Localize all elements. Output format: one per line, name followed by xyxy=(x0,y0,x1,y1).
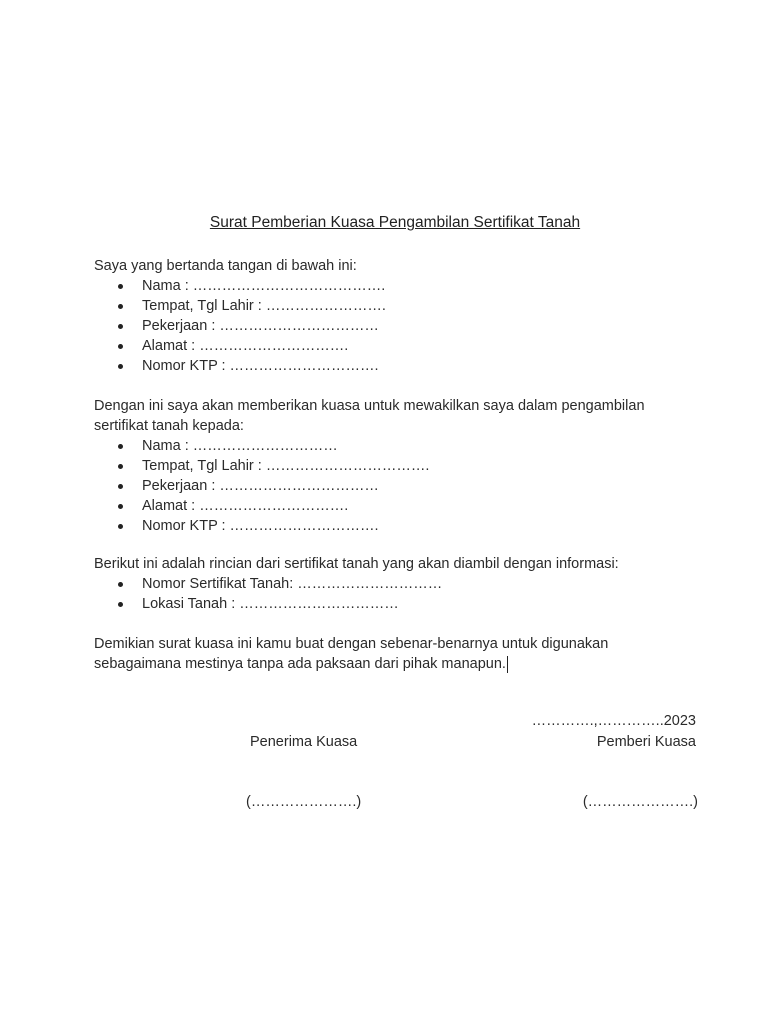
field-text: Nomor Sertifikat Tanah: ………………………… xyxy=(142,576,443,592)
document-title: Surat Pemberian Kuasa Pengambilan Sertifikat Tanah xyxy=(209,214,581,231)
bullet-icon xyxy=(118,324,123,329)
giver-field-job xyxy=(94,316,694,336)
bullet-icon xyxy=(118,444,123,449)
giver-section xyxy=(94,256,694,376)
giver-field-list xyxy=(94,276,694,376)
field-text: Lokasi Tanah : …………………………… xyxy=(142,596,399,612)
recipient-signature-label: Penerima Kuasa xyxy=(250,734,358,750)
giver-field-name xyxy=(94,276,694,296)
closing-paragraph[interactable] xyxy=(94,634,694,674)
giver-field-address xyxy=(94,336,694,356)
recipient-field-address xyxy=(94,496,694,516)
giver-signature-label: Pemberi Kuasa xyxy=(596,734,696,750)
text-cursor xyxy=(507,656,508,673)
field-text: Nomor KTP : …………………………. xyxy=(142,518,379,534)
certificate-field-list xyxy=(94,574,694,614)
field-text: Nama : ………………………… xyxy=(142,438,338,454)
field-text: Tempat, Tgl Lahir : ……………………………. xyxy=(142,458,430,474)
bullet-icon xyxy=(118,484,123,489)
giver-intro: Saya yang bertanda tangan di bawah ini: xyxy=(94,258,357,274)
field-text: Pekerjaan : …………………………… xyxy=(142,478,379,494)
recipient-field-name xyxy=(94,436,694,456)
giver-field-birth xyxy=(94,296,694,316)
bullet-icon xyxy=(118,304,123,309)
bullet-icon xyxy=(118,464,123,469)
bullet-icon xyxy=(118,602,123,607)
certificate-intro: Berikut ini adalah rincian dari sertifikat tanah yang akan diambil dengan informasi: xyxy=(94,556,619,572)
bullet-icon xyxy=(118,582,123,587)
field-text: Tempat, Tgl Lahir : ……………………. xyxy=(142,298,386,314)
recipient-signature-blank: (………………….) xyxy=(246,794,362,810)
recipient-field-job xyxy=(94,476,694,496)
field-text: Alamat : …………………………. xyxy=(142,498,349,514)
recipient-intro: Dengan ini saya akan memberikan kuasa untuk mewakilkan saya dalam pengambilan sertifikat tanah kepada: xyxy=(94,398,645,434)
bullet-icon xyxy=(118,504,123,509)
certificate-field-location xyxy=(94,594,694,614)
bullet-icon xyxy=(118,284,123,289)
recipient-field-ktp xyxy=(94,516,694,536)
field-text: Nama : …………………………………. xyxy=(142,278,386,294)
field-text: Alamat : …………………………. xyxy=(142,338,349,354)
certificate-section xyxy=(94,554,694,614)
closing-text: Demikian surat kuasa ini kamu buat dengan sebenar-benarnya untuk digunakan sebagaimana mestinya tanpa ada paksaan dari pihak manapun. xyxy=(94,636,609,672)
certificate-field-number xyxy=(94,574,694,594)
field-text: Nomor KTP : …………………………. xyxy=(142,358,379,374)
field-text: Pekerjaan : …………………………… xyxy=(142,318,379,334)
giver-signature-blank: (………………….) xyxy=(582,794,698,810)
recipient-section xyxy=(94,396,694,536)
bullet-icon xyxy=(118,524,123,529)
bullet-icon xyxy=(118,364,123,369)
recipient-field-list xyxy=(94,436,694,536)
date-line: ………….,…………..2023 xyxy=(531,713,696,729)
recipient-field-birth xyxy=(94,456,694,476)
bullet-icon xyxy=(118,344,123,349)
giver-field-ktp xyxy=(94,356,694,376)
closing-section xyxy=(94,634,694,674)
